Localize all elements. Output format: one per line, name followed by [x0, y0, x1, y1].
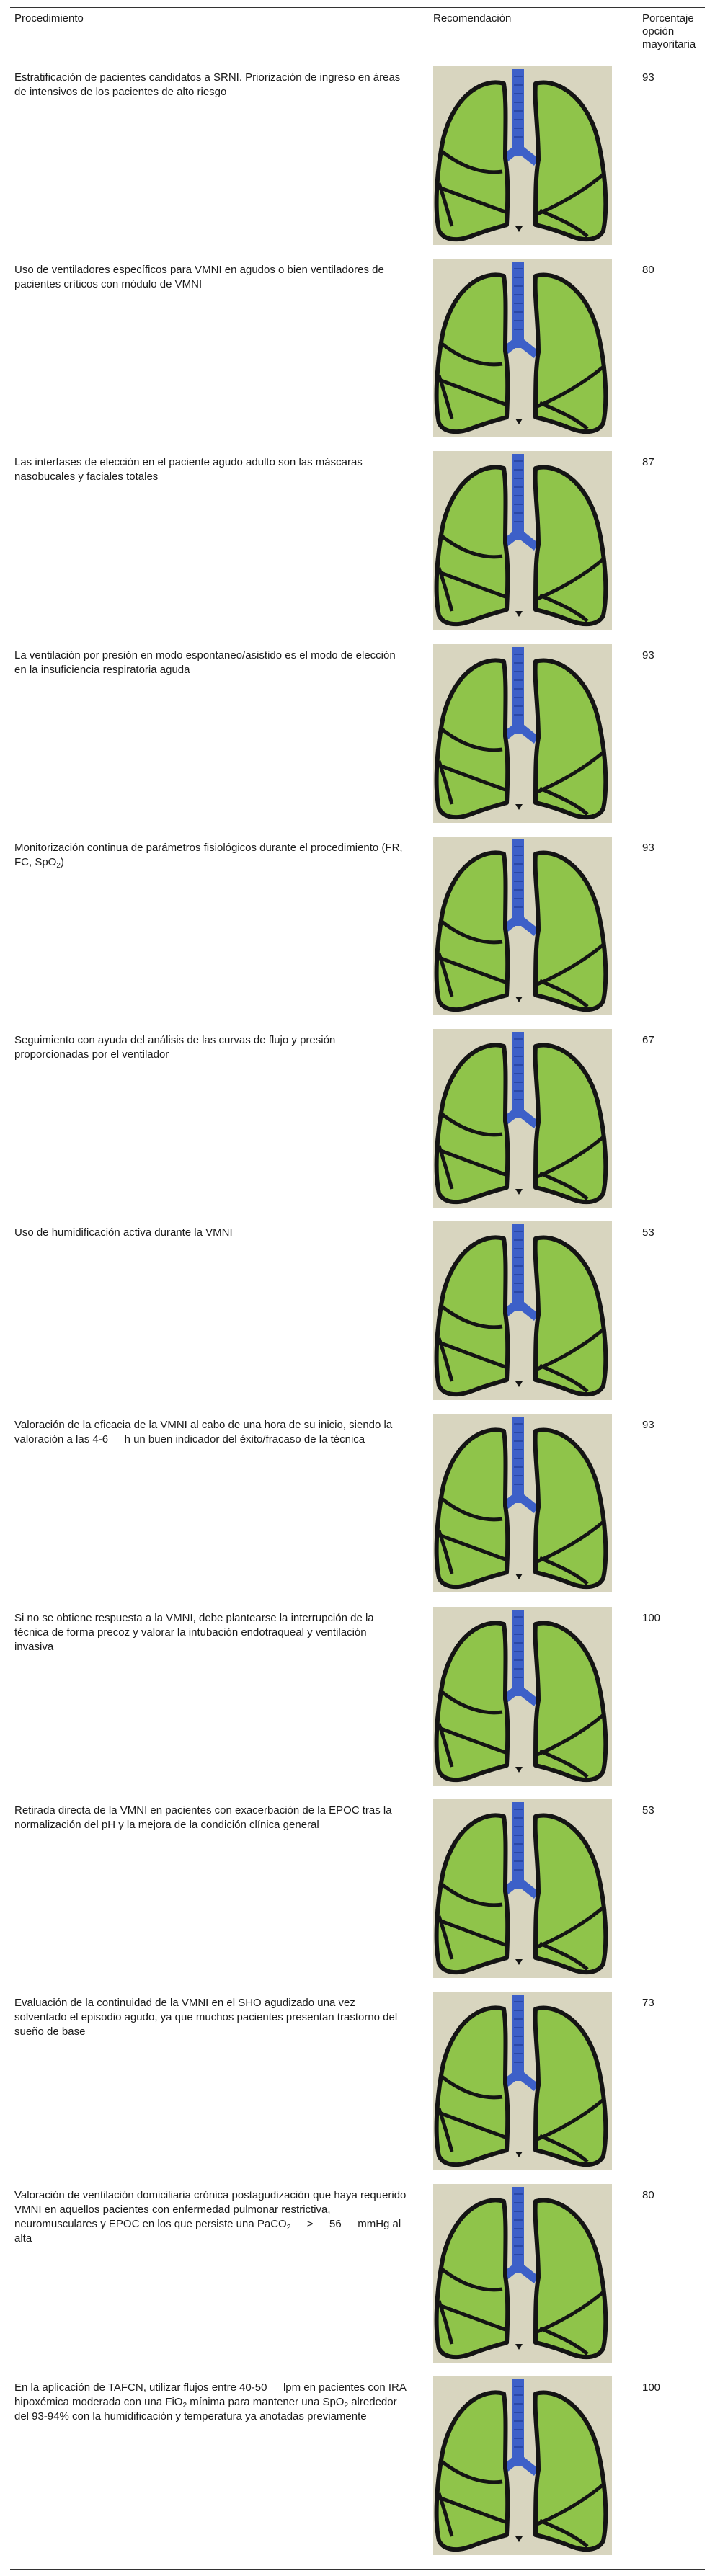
- percentage-value: 80: [642, 2189, 654, 2202]
- lungs-recommendation-icon: [433, 2184, 612, 2363]
- table-row: [10, 1989, 705, 2181]
- procedure-text-part: ): [60, 855, 64, 868]
- percentage-value: 93: [642, 1419, 654, 1432]
- lungs-recommendation-icon: [433, 1221, 612, 1400]
- percentage-value: 87: [642, 456, 654, 469]
- table-row: [10, 448, 705, 641]
- procedure-text: Seguimiento con ayuda del análisis de las curvas de flujo y presión proporcionadas por el ventilador: [14, 1033, 336, 1061]
- procedure-text: Retirada directa de la VMNI en pacientes con exacerbación de la EPOC tras la normalización del pH y la mejora de la condición clínica general: [14, 1804, 392, 1831]
- procedure-text-part: mínima para mantener una SpO: [187, 2396, 345, 2409]
- table-row: [10, 256, 705, 448]
- lungs-recommendation-icon: [433, 66, 612, 245]
- lungs-recommendation-icon: [433, 1799, 612, 1978]
- subscript: 2: [344, 2402, 349, 2410]
- header-recommendation: Recomendación: [433, 12, 512, 24]
- header-procedure: Procedimiento: [14, 12, 84, 24]
- percentage-value: 73: [642, 1996, 654, 2009]
- table-row: [10, 1218, 705, 1411]
- procedure-text: La ventilación por presión en modo espontaneo/asistido es el modo de elección en la insuficiencia respiratoria aguda: [14, 649, 396, 676]
- percentage-value: 53: [642, 1226, 654, 1239]
- table-row: [10, 2181, 705, 2374]
- procedure-text: Si no se obtiene respuesta a la VMNI, debe plantearse la interrupción de la técnica de forma precoz y valorar la intubación endotraqueal y ventilación invasiva: [14, 1611, 374, 1653]
- procedure-text: Las interfases de elección en el paciente agudo adulto son las máscaras nasobucales y faciales totales: [14, 456, 363, 483]
- procedure-text: [14, 841, 407, 870]
- procedure-text-part: Monitorización continua de parámetros fisiológicos durante el procedimiento (FR, FC, SpO: [14, 841, 403, 868]
- percentage-value: 93: [642, 649, 654, 661]
- header-percentage: [642, 12, 696, 51]
- procedure-text-part: Valoración de ventilación domiciliaria crónica postagudización que haya requerido VMNI en aquellos pacientes con enfermedad pulmonar restrictiva, neuromusculares y EPOC en los que persiste una PaCO: [14, 2189, 407, 2231]
- table-row: [10, 834, 705, 1026]
- header-percentage-line2: opción: [642, 25, 675, 37]
- lungs-recommendation-icon: [433, 1992, 612, 2170]
- recommendations-table: [10, 7, 705, 2566]
- procedure-text: Uso de humidificación activa durante la VMNI: [14, 1226, 233, 1239]
- table-row: [10, 2374, 705, 2566]
- procedure-text-part: alrededor del 93-94% con la humidificación y temperatura ya anotadas previamente: [14, 2396, 397, 2423]
- procedure-text: Evaluación de la continuidad de la VMNI en el SHO agudizado una vez solventado el episodio agudo, ya que muchos pacientes presentan trastorno del sueño de base: [14, 1996, 398, 2038]
- procedure-text-part: > 56 mmHg al alta: [14, 2218, 401, 2245]
- percentage-value: 93: [642, 71, 654, 84]
- table-row: [10, 1796, 705, 1989]
- lungs-recommendation-icon: [433, 837, 612, 1015]
- table-bottom-rule: [10, 2569, 705, 2570]
- procedure-text: Uso de ventiladores específicos para VMNI en agudos o bien ventiladores de pacientes críticos con módulo de VMNI: [14, 264, 384, 291]
- percentage-value: 100: [642, 1611, 661, 1624]
- lungs-recommendation-icon: [433, 1414, 612, 1592]
- procedure-text: Estratificación de pacientes candidatos a SRNI. Priorización de ingreso en áreas de intensivos de los pacientes de alto riesgo: [14, 71, 401, 98]
- procedure-text: [14, 2188, 407, 2246]
- table-row: [10, 1411, 705, 1603]
- percentage-value: 53: [642, 1804, 654, 1817]
- lungs-recommendation-icon: [433, 451, 612, 630]
- subscript: 2: [56, 861, 61, 870]
- table-row: [10, 63, 705, 256]
- lungs-recommendation-icon: [433, 259, 612, 437]
- header-percentage-line1: Porcentaje: [642, 12, 694, 24]
- percentage-value: 80: [642, 264, 654, 277]
- lungs-recommendation-icon: [433, 1029, 612, 1208]
- lungs-recommendation-icon: [433, 2376, 612, 2555]
- lungs-recommendation-icon: [433, 644, 612, 823]
- percentage-value: 67: [642, 1033, 654, 1046]
- lungs-recommendation-icon: [433, 1607, 612, 1786]
- table-row: [10, 1026, 705, 1218]
- percentage-value: 93: [642, 841, 654, 854]
- procedure-text-part: En la aplicación de TAFCN, utilizar flujos entre 40-50 lpm en pacientes con IRA hipoxémica moderada con una FiO: [14, 2381, 407, 2409]
- table-row: [10, 1604, 705, 1796]
- table-row: [10, 641, 705, 834]
- percentage-value: 100: [642, 2381, 661, 2394]
- subscript: 2: [286, 2224, 291, 2232]
- procedure-text: Valoración de la eficacia de la VMNI al cabo de una hora de su inicio, siendo la valoración a las 4-6 h un buen indicador del éxito/fracaso de la técnica: [14, 1419, 393, 1446]
- subscript: 2: [182, 2402, 187, 2410]
- table-header: [10, 8, 705, 63]
- header-percentage-line3: mayoritaria: [642, 38, 696, 50]
- procedure-text: [14, 2381, 407, 2424]
